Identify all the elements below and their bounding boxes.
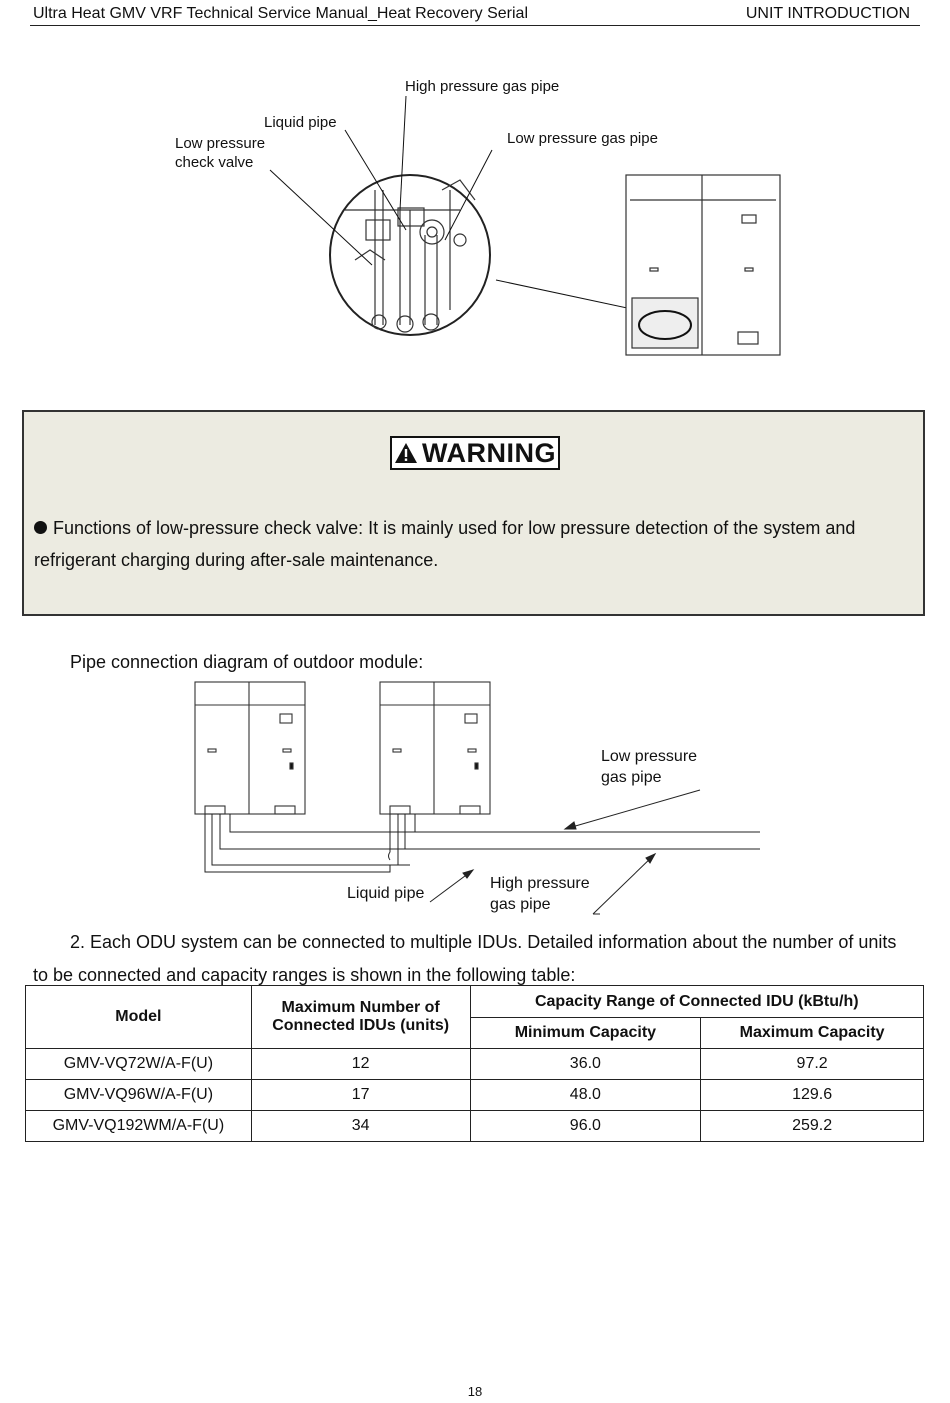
col-header-capacity-range: Capacity Range of Connected IDU (kBtu/h): [470, 986, 923, 1018]
col-header-max-idus-line1: Maximum Number of: [281, 999, 440, 1016]
header-rule: [30, 25, 920, 26]
cell-min: 48.0: [470, 1080, 701, 1111]
label-low-pressure-line2: gas pipe: [601, 769, 662, 786]
header-title: Ultra Heat GMV VRF Technical Service Manual_Heat Recovery Serial: [33, 5, 529, 22]
warning-label: WARNING: [422, 437, 556, 468]
cell-model: GMV-VQ192WM/A-F(U): [26, 1111, 252, 1142]
warning-text: Functions of low-pressure check valve: It is mainly used for low pressure detection of the system and refrigerant charging during after-sale maintenance.: [34, 518, 856, 570]
label-low-pressure-gas-pipe: Low pressure gas pipe: [507, 130, 658, 147]
col-header-max-idus-line2: Connected IDUs (units): [272, 1017, 450, 1034]
cell-model: GMV-VQ72W/A-F(U): [26, 1049, 252, 1080]
cell-min: 96.0: [470, 1111, 701, 1142]
col-header-max-idus: [251, 986, 470, 1049]
table-row: [26, 1049, 924, 1080]
cell-max: 259.2: [701, 1111, 924, 1142]
warning-badge: [390, 436, 560, 470]
cell-idus: 34: [251, 1111, 470, 1142]
cell-min: 36.0: [470, 1049, 701, 1080]
warning-box: [22, 410, 925, 616]
warning-triangle-icon: [394, 442, 418, 464]
table-row: [26, 1080, 924, 1111]
page-number: 18: [467, 1384, 483, 1399]
label-low-pressure-check-valve-line1: Low pressure: [175, 135, 266, 152]
cell-model: GMV-VQ96W/A-F(U): [26, 1080, 252, 1111]
figure2-caption: Pipe connection diagram of outdoor module:: [70, 652, 424, 672]
cell-idus: 12: [251, 1049, 470, 1080]
warning-text-block: [34, 512, 914, 576]
capacity-table: [25, 985, 924, 1142]
outdoor-unit-sketch: [626, 175, 780, 355]
header-section: UNIT INTRODUCTION: [745, 5, 910, 22]
label-high-pressure-gas-pipe: High pressure gas pipe: [405, 78, 560, 95]
outdoor-module-left: [195, 682, 305, 814]
cell-max: 97.2: [701, 1049, 924, 1080]
outdoor-module-right: [380, 682, 490, 814]
label-high-pressure-line2: gas pipe: [490, 896, 551, 913]
pipe-connection-diagram: [180, 672, 780, 920]
label-liquid-pipe: Liquid pipe: [264, 114, 337, 131]
cell-max: 129.6: [701, 1080, 924, 1111]
label-low-pressure-check-valve-line2: check valve: [175, 154, 254, 171]
label-low-pressure-line1: Low pressure: [601, 748, 698, 765]
col-header-min-capacity: Minimum Capacity: [470, 1018, 701, 1049]
cell-idus: 17: [251, 1080, 470, 1111]
col-header-model: Model: [26, 986, 252, 1049]
table-row: [26, 1111, 924, 1142]
label-high-pressure-line1: High pressure: [490, 875, 590, 892]
pipe-detail-figure: [160, 60, 800, 370]
col-header-max-capacity: Maximum Capacity: [701, 1018, 924, 1049]
bullet-icon: [34, 521, 47, 534]
label-liquid-pipe: Liquid pipe: [347, 885, 425, 902]
intro-paragraph: 2. Each ODU system can be connected to multiple IDUs. Detailed information about the number of units to be connected and capacity ranges is shown in the following table:: [33, 932, 897, 985]
